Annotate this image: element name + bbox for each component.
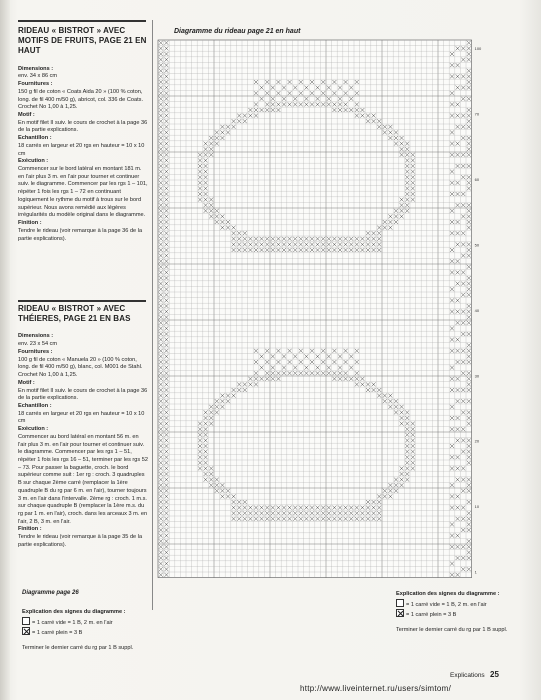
filled-square-icon [22,627,30,635]
column-divider [152,20,153,610]
finition-text: Tendre le rideau (voir remarque à la page 35 de la partie explications). [18,534,143,548]
empty-square-icon [396,599,404,607]
diagram-title-top: Diagramme du rideau page 21 en haut [174,28,301,35]
fournitures-text: 100 g fil de coton « Manuela 20 » (100 % coton, long. de fil 400 m/50 g), blanc, col. M001 de Stahl. Crochet No 1,00 à 1,25. [18,356,143,379]
echantillon-text: 18 carrés en largeur et 20 rgs en hauteur = 10 x 10 cm [18,410,145,425]
row-marker-1: 1 [474,569,477,575]
motif-label: Motif : [18,379,35,386]
row-marker-40: 40 [474,307,480,313]
diagram-title-bottom: Diagramme page 26 [22,590,79,596]
row-marker-100: 100 [474,46,482,51]
instructions-section-1 [18,26,148,243]
finition-label: Finition : [18,526,42,533]
echantillon-label: Echantillon : [18,135,52,142]
filet-crochet-chart [158,40,480,578]
footer-section-name: Explications [450,672,485,679]
fournitures-label: Fournitures : [18,348,53,355]
empty-square-icon [22,617,30,625]
section-rule-top [18,20,146,22]
page-number: 25 [490,670,499,679]
execution-text: Commencer au bord latéral en montant 56 m. en l'air plus 3 m. en l'air pour tourner et continuer suiv. le diagramme. Commencer par les rgs 1 – 51, répéter 1 fois les rgs 16 – 51, terminer par les rgs 52 – 73. Pour passer la baguette, croch. le bord supérieur comme suit : 1er rg : croch. 3 quadruples B sur chaque 2ème carré (remplacer la 1ère quadruple B du rg par 6 m. en l'air), tourner toujours 3 m. en l'air dans l'intervalle. 2ème rg : croch. 1 m.s. sur chaque quadruple B (remplacer la 1ère m.s. du rg par 1 m. en l'air), croch. dans les arceaux 3 m. en l'air, 2 B, 3 m. en l'air. [18,433,148,525]
legend-right-empty: = 1 carré vide = 1 B, 2 m. en l'air [406,601,487,608]
legend-right-note: Terminer le dernier carré du rg par 1 B suppl. [396,626,508,633]
echantillon-label: Echantillon : [18,402,52,409]
finition-label: Finition : [18,220,42,227]
legend-left [22,608,133,653]
legend-right [396,590,507,635]
row-marker-20: 20 [474,438,480,444]
finition-text: Tendre le rideau (voir remarque à la page 36 de la partie explications). [18,227,143,242]
motif-text: En motif filet II suiv. le cours de crochet à la page 36 de la partie explications. [18,119,148,134]
legend-right-full: = 1 carré plein = 3 B [406,612,457,619]
echantillon-text: 18 carrés en largeur et 20 rgs en hauteur = 10 x 10 cm [18,142,145,157]
row-marker-30: 30 [474,373,480,379]
motif-label: Motif : [18,112,35,119]
legend-left-note: Terminer le dernier carré du rg par 1 B suppl. [22,644,134,651]
filled-square-icon [396,609,404,617]
legend-left-title: Explication des signes du diagramme : [22,609,126,615]
motif-text: En motif filet II suiv. le cours de crochet à la page 36 de la partie explications. [18,387,148,402]
dimensions-label: Dimensions : [18,65,54,72]
row-marker-70: 70 [474,111,480,117]
section-2-title: RIDEAU « BISTROT » AVEC THÉIERES, PAGE 21 EN BAS [18,304,131,324]
fournitures-text: 150 g fil de coton « Coats Aida 20 » (100 % coton, long. de fil 400 m/50 g), abricot, col. 336 de Coats. Crochet No 1,00 à 1,25. [18,88,143,111]
legend-right-title: Explication des signes du diagramme : [396,591,500,597]
dimensions-label: Dimensions : [18,333,54,340]
execution-label: Exécution : [18,158,49,165]
section-rule-middle [18,300,146,302]
row-marker-10: 10 [474,504,480,510]
fournitures-label: Fournitures : [18,81,53,88]
dimensions-text: env. 23 x 54 cm [18,341,58,348]
legend-left-empty: = 1 carré vide = 1 B, 2 m. en l'air [32,619,113,626]
page-binding-shadow [0,0,10,700]
dimensions-text: env. 34 x 86 cm [18,73,58,80]
legend-left-full: = 1 carré plein = 3 B [32,630,83,637]
row-marker-50: 50 [474,242,480,248]
section-1-title: RIDEAU « BISTROT » AVEC MOTIFS DE FRUITS, PAGE 21 EN HAUT [18,26,147,56]
execution-label: Exécution : [18,426,49,433]
instructions-section-2 [18,304,148,550]
chart-cells [158,40,472,578]
row-marker-60: 60 [474,176,480,182]
watermark-url: http://www.liveinternet.ru/users/simtom/ [300,684,452,693]
execution-text: Commencer sur le bord latéral en montant 181 m. en l'air plus 3 m. en l'air pour tourner et continuer suiv. le diagramme. Commencer par les rgs 1 – 101, répéter 1 fois les rgs 1 – 72 en continuant logiquement le rythme du motif à trous sur le bord supérieur. Nous avons remédié aux légères irrégularités du modèle original dans le diagramme. [18,166,148,219]
